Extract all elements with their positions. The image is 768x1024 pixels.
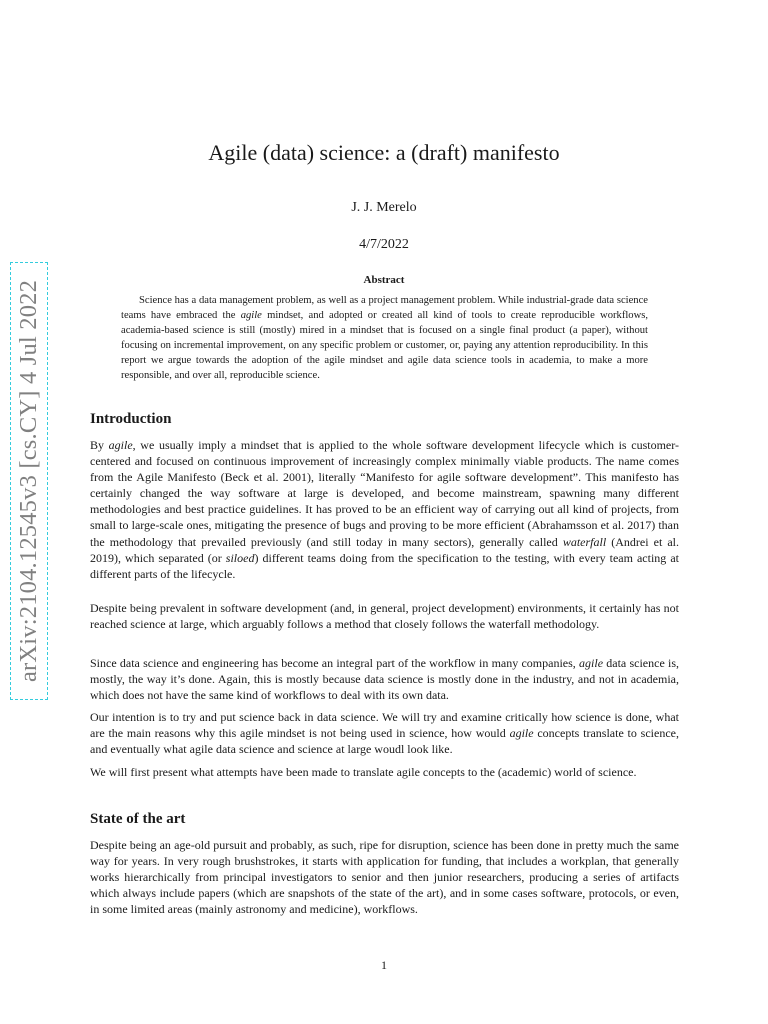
abstract-body: Science has a data management problem, as well as a project management problem. While industrial-grade data science teams have embraced the agile mindset, and adopted or created all kind of tools to create reproducible workflows, academia-based science is still (mostly) mired in a mindset that is focused on a single final product (a paper), without focusing on incremental improvement, on any specific problem or customer, or, paying any attention reproducibility. In this report we argue towards the adoption of the agile mindset and agile data science tools in academia, to make a more responsible, and over all, reproducible science. xyxy=(121,295,649,381)
state-of-the-art-paragraph-1: Despite being an age-old pursuit and probably, as such, ripe for disruption, science has been done in pretty much the same way for years. In very rough brushstrokes, it starts with application for funding, that includes a workplan, that generally works hierarchically from principal investigators to senior and then junior researchers, producing a series of artifacts which always include papers (which are snapshots of the state of the art), and in some cases software, protocols, or even, in some limited areas (mainly astronomy and medicine), workflows. xyxy=(90,838,679,917)
abstract-heading: Abstract xyxy=(363,274,405,286)
state-of-the-art-heading: State of the art xyxy=(90,811,186,827)
introduction-paragraph-3: Since data science and engineering has become an integral part of the workflow in many companies, agile data science is, mostly, the way it’s done. Again, this is mostly because data science is mostly done in the industry, and not in academia, which does not have the same kind of workflows to deal with its own data. xyxy=(90,656,679,703)
introduction-paragraph-4: Our intention is to try and put science back in data science. We will try and examine critically how science is done, what are the main reasons why this agile mindset is not being used in science, how would agile concepts translate to science, and eventually what agile data science and science at large woudl look like. xyxy=(90,710,679,757)
introduction-paragraph-5: We will first present what attempts have been made to translate agile concepts to the (academic) world of science. xyxy=(90,765,637,779)
introduction-paragraph-2: Despite being prevalent in software development (and, in general, project development) environments, it certainly has not reached science at large, which arguably follows a method that closely follows the waterfall methodology. xyxy=(90,601,679,632)
introduction-paragraph-1: By agile, we usually imply a mindset that is applied to the whole software development lifecycle which is customer-centered and focused on continuous improvement of increasingly complex minimally viable products. The name comes from the Agile Manifesto (Beck et al. 2001), literally “Manifesto for agile software development”. This manifesto has certainly changed the way software at large is developed, and become mainstream, spawning many different methodologies and best practice guidelines. It has proved to be an efficient way of carrying out all kind of projects, from small to large-scale ones, mitigating the presence of bugs and proving to be more efficient (Abrahamsson et al. 2017) than the methodology that prevailed previously (and still today in many sectors), generally called waterfall (Andrei et al. 2019), which separated (or siloed) different teams doing from the specification to the testing, with every team acting at different parts of the lifecycle. xyxy=(90,438,680,581)
paper-author: J. J. Merelo xyxy=(351,200,417,215)
introduction-heading: Introduction xyxy=(90,411,172,427)
arxiv-identifier-link[interactable] xyxy=(10,262,48,700)
page-number: 1 xyxy=(381,958,387,972)
arxiv-identifier-text: arXiv:2104.12545v3 [cs.CY] 4 Jul 2022 xyxy=(15,279,42,683)
paper-date: 4/7/2022 xyxy=(359,237,409,252)
paper-title: Agile (data) science: a (draft) manifesto xyxy=(208,140,560,165)
